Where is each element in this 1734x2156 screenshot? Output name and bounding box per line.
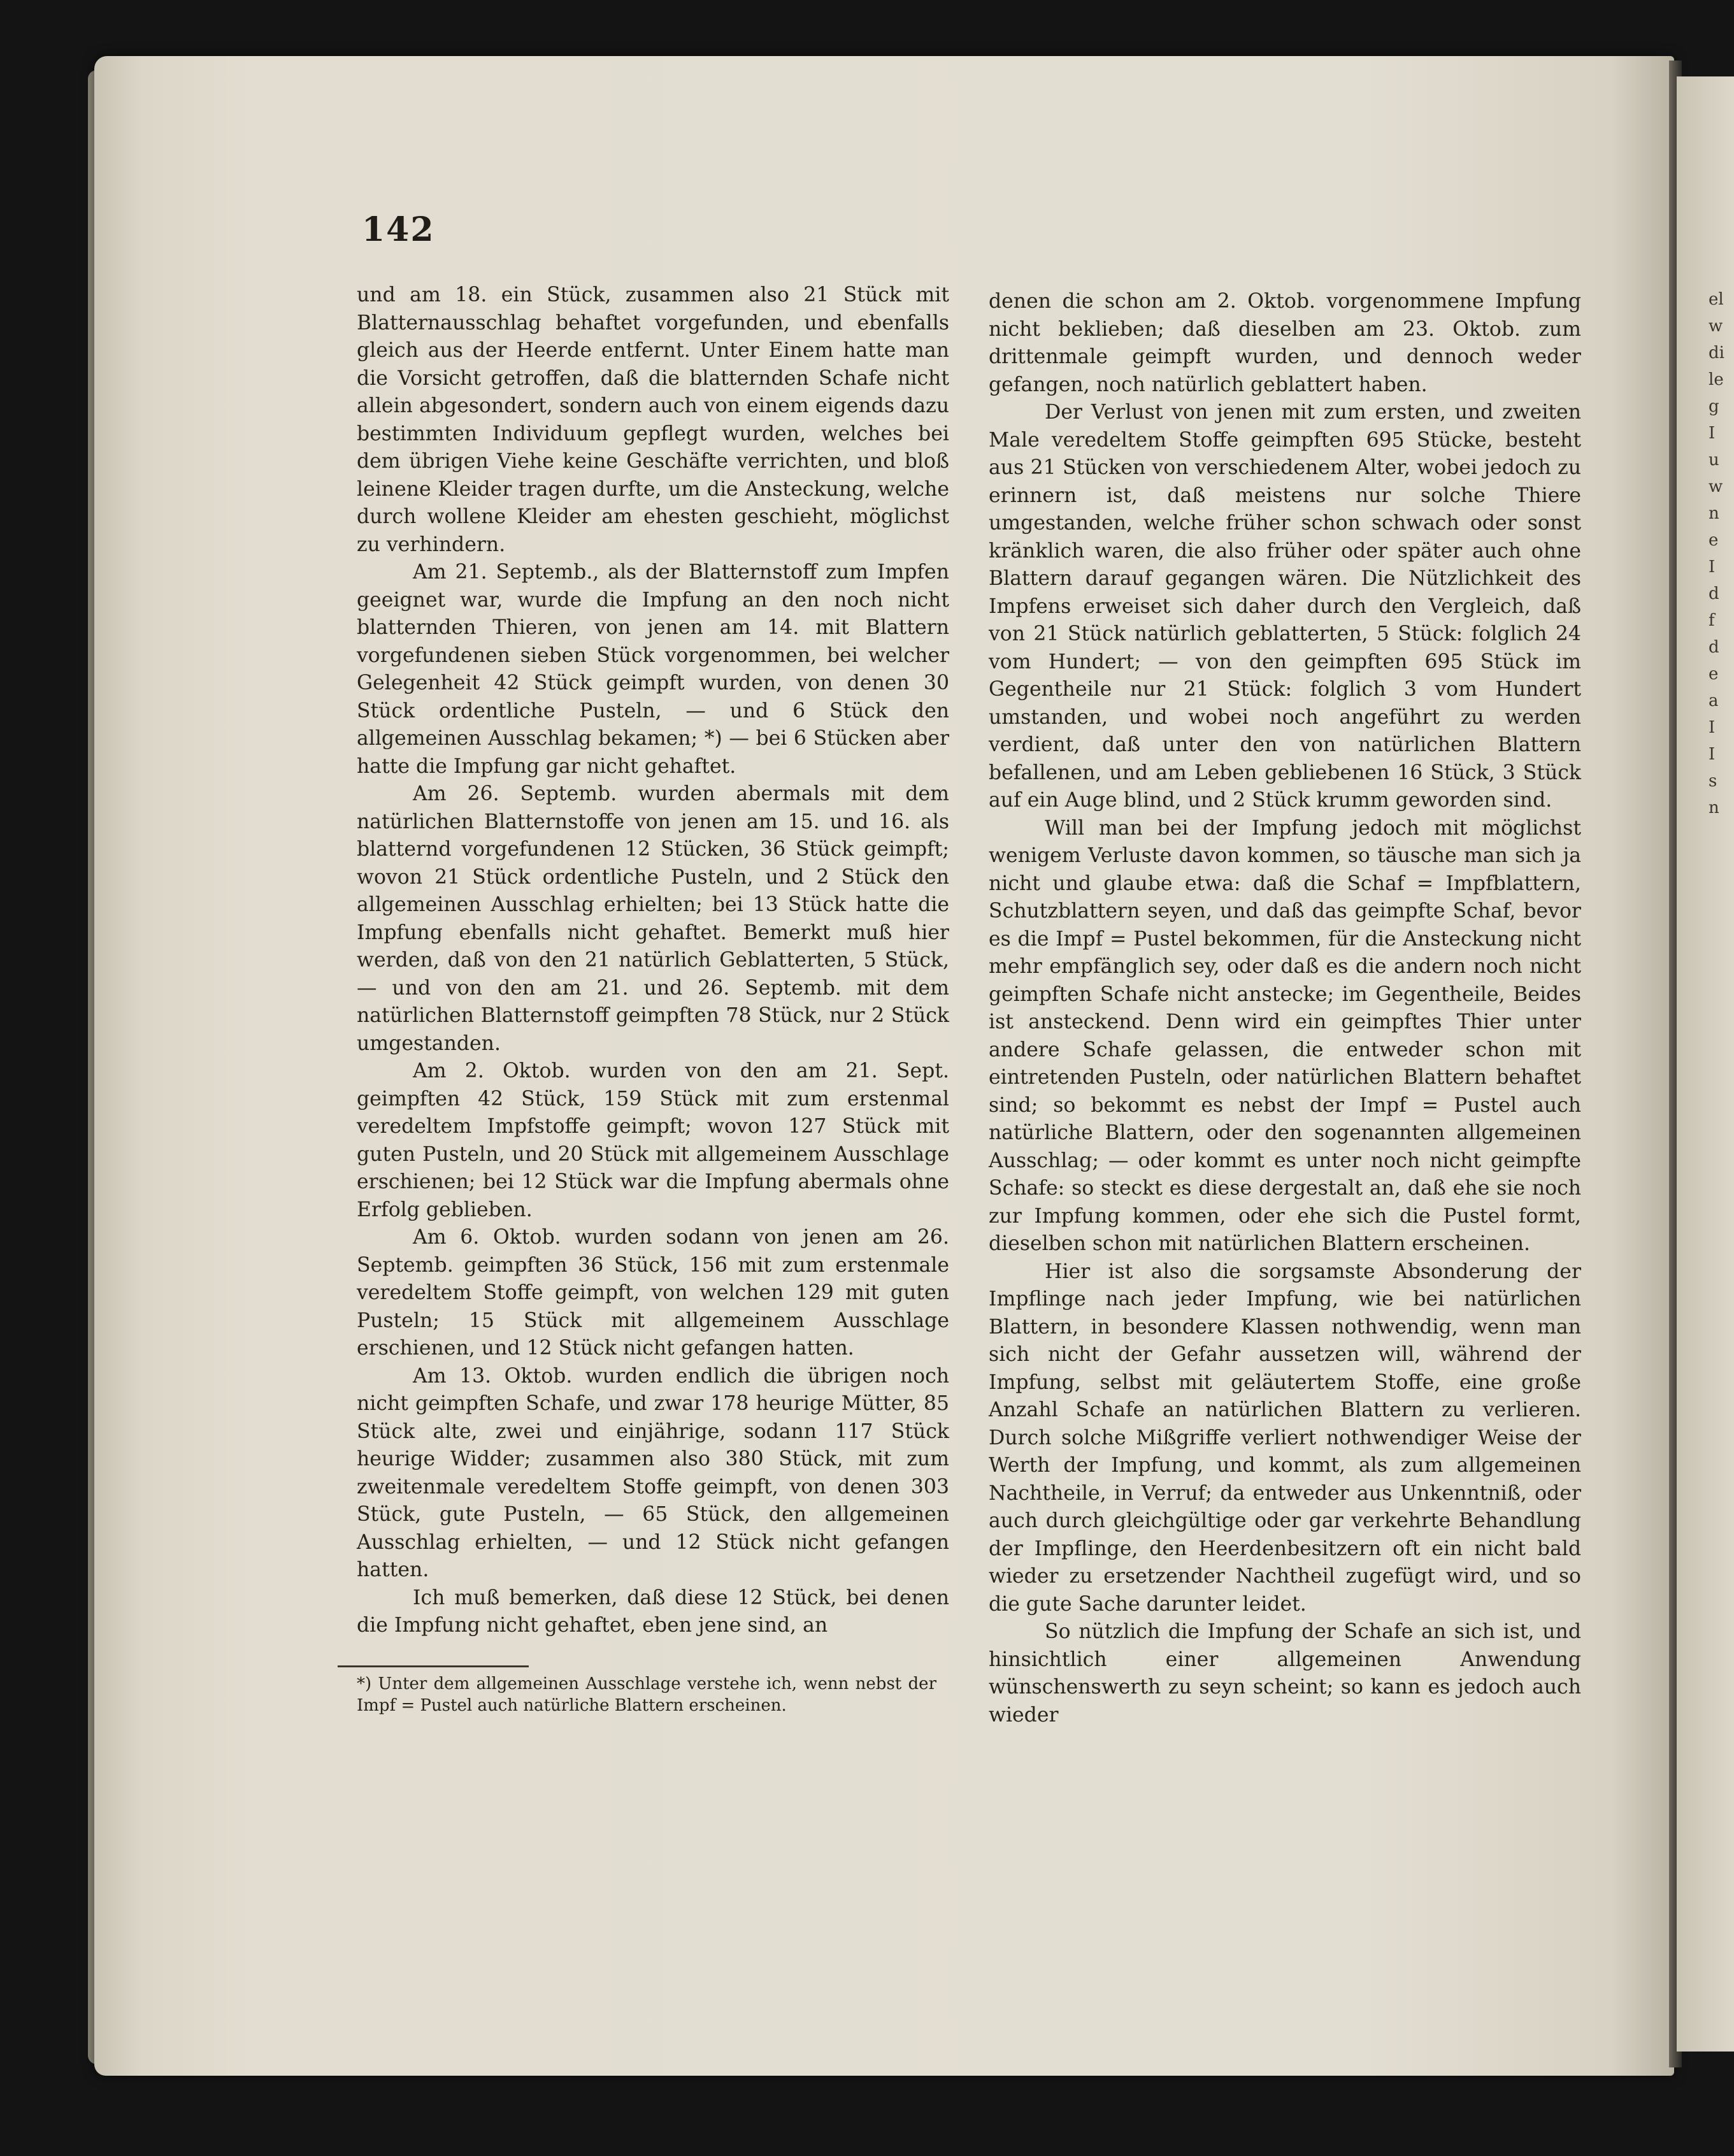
paragraph: denen die schon am 2. Oktob. vorgenommene Impfung nicht beklieben; daß dieselben am 23. Oktob. zum drittenmale geimpft wurden, und dennoch weder gefangen, noch natürlich geblattert haben. <box>989 290 1581 396</box>
next-page-fragment: a <box>1709 691 1719 710</box>
next-page-fragment: n <box>1709 798 1719 817</box>
paragraph: und am 18. ein Stück, zusammen also 21 Stück mit Blatternausschlag behaftet vorgefunden, und ebenfalls gleich aus der Heerde entfernt. Unter Einem hatte man die Vorsicht getroffen, daß die blatternden Schafe nicht allein abgesondert, sondern auch von einem eigends dazu bestimmten Individuum gepflegt wurden, welches bei dem übrigen Viehe keine Geschäfte verrichten, und bloß leinene Kleider tragen durfte, um die Ansteckung, welche durch wollene Kleider am ehesten geschieht, möglichst zu verhindern. <box>357 284 949 556</box>
next-page-fragment: f <box>1709 611 1715 630</box>
next-page-fragment: I <box>1709 424 1716 443</box>
footnote: *) Unter dem allgemeinen Ausschlage verstehe ich, wenn nebst der Impf = Pustel auch natürliche Blattern erscheinen. <box>357 1674 936 1715</box>
paragraph: Der Verlust von jenen mit zum ersten, und zweiten Male veredeltem Stoffe geimpften 695 Stücke, besteht aus 21 Stücken von verschiedenem Alter, wobei jedoch zu erinnern ist, daß meistens nur solche Thiere umgestanden, welche früher schon schwach oder sonst kränklich waren, die also früher oder später auch ohne Blattern darauf gegangen wären. Die Nützlichkeit des Impfens erweiset sich daher durch den Vergleich, daß von 21 Stück natürlich geblatterten, 5 Stück: folglich 24 vom Hundert; — von den geimpften 695 Stück im Gegentheile nur 21 Stück: folglich 3 vom Hundert umstanden, und wobei noch angeführt zu werden verdient, daß unter den von natürlichen Blattern befallenen, und am Leben gebliebenen 16 Stück, 3 Stück auf ein Auge blind, und 2 Stück krumm geworden sind. <box>989 401 1581 812</box>
next-page-fragment: el <box>1709 290 1724 309</box>
footnote-divider <box>338 1665 529 1667</box>
paragraph: So nützlich die Impfung der Schafe an sich ist, und hinsichtlich einer allgemeinen Anwendung wünschenswerth zu seyn scheint; so kann es jedoch auch wieder <box>989 1620 1581 1727</box>
next-page-fragment: I <box>1709 557 1716 577</box>
next-page-fragment: w <box>1709 477 1723 496</box>
next-page-fragment: g <box>1709 397 1719 416</box>
next-page-fragment: w <box>1709 317 1723 336</box>
page-number: 142 <box>362 210 435 249</box>
next-page-fragment: d <box>1709 584 1719 603</box>
right-column <box>989 288 1581 1729</box>
next-page-fragment: d <box>1709 638 1719 657</box>
next-page-fragment: di <box>1709 343 1724 363</box>
next-page-edge <box>1677 76 1734 2052</box>
paragraph: Am 13. Oktob. wurden endlich die übrigen noch nicht geimpften Schafe, und zwar 178 heurige Mütter, 85 Stück alte, zwei und einjährige, sodann 117 Stück heurige Widder; zusammen also 380 Stück, mit zum zweitenmale veredeltem Stoffe geimpft, von denen 303 Stück, gute Pusteln, — 65 Stück, den allgemeinen Ausschlag erhielten, — und 12 Stück nicht gefangen hatten. <box>357 1364 949 1581</box>
next-page-fragment: le <box>1709 370 1724 389</box>
paragraph: Hier ist also die sorgsamste Absonderung der Impflinge nach jeder Impfung, wie bei natürlichen Blattern, in besondere Klassen nothwendig, wenn man sich nicht der Gefahr aussetzen will, während der Impfung, selbst mit geläutertem Stoffe, eine große Anzahl Schafe an natürlichen Blattern zu verlieren. Durch solche Mißgriffe verliert nothwendiger Weise der Werth der Impfung, und kommt, als zum allgemeinen Nachtheile, in Verruf; da entweder aus Unkenntniß, oder auch durch gleichgültige oder gar verkehrte Behandlung der Impflinge, den Heerdenbesitzern oft ein nicht bald wieder zu ersetzender Nachtheil zugefügt wird, und so die gute Sache darunter leidet. <box>989 1260 1581 1616</box>
paragraph: Am 6. Oktob. wurden sodann von jenen am 26. Septemb. geimpften 36 Stück, 156 mit zum erstenmale veredeltem Stoffe geimpft, von welchen 129 mit guten Pusteln; 15 Stück mit allgemeinem Ausschlage erschienen, und 12 Stück nicht gefangen hatten. <box>357 1226 949 1360</box>
left-column <box>357 282 949 1640</box>
next-page-fragment: e <box>1709 531 1719 550</box>
next-page-fragment: n <box>1709 504 1719 523</box>
next-page-fragment: e <box>1709 665 1719 684</box>
paragraph: Will man bei der Impfung jedoch mit möglichst wenigem Verluste davon kommen, so täusche man sich ja nicht und glaube etwa: daß die Schaf = Impfblattern, Schutzblattern seyen, und daß das geimpfte Schaf, bevor es die Impf = Pustel bekommen, für die Ansteckung nicht mehr empfänglich sey, oder daß es die andern noch nicht geimpften Schafe nicht anstecke; im Gegentheile, Beides ist ansteckend. Denn wird ein geimpftes Thier unter andere Schafe gelassen, die entweder schon mit eintretenden Pusteln, oder natürlichen Blattern behaftet sind; so bekommt es nebst der Impf = Pustel auch natürliche Blattern, oder den sogenannten allgemeinen Ausschlag; — oder kommt es unter noch nicht geimpfte Schafe: so steckt es diese dergestalt an, daß ehe sie noch zur Impfung kommen, oder ehe sich die Pustel formt, dieselben schon mit natürlichen Blattern erscheinen. <box>989 816 1581 1255</box>
next-page-fragment: I <box>1709 745 1716 764</box>
next-page-fragment: s <box>1709 772 1717 791</box>
paragraph: Am 26. Septemb. wurden abermals mit dem natürlichen Blatternstoffe von jenen am 15. und 16. als blatternd vorgefundenen 12 Stücken, 36 Stück geimpft; wovon 21 Stück ordentliche Pusteln, und 2 Stück den allgemeinen Ausschlag erhielten; bei 13 Stück hatte die Impfung ebenfalls nicht gehaftet. Bemerkt muß hier werden, daß von den 21 natürlich Geblatterten, 5 Stück, — und von den am 21. und 26. Septemb. mit dem natürlichen Blatternstoff geimpften 78 Stück, nur 2 Stück umgestanden. <box>357 782 949 1055</box>
next-page-fragment: u <box>1709 450 1719 470</box>
next-page-fragment: I <box>1709 718 1716 737</box>
paragraph: Am 2. Oktob. wurden von den am 21. Sept. geimpften 42 Stück, 159 Stück mit zum erstenmal veredeltem Impfstoffe geimpft; wovon 127 Stück mit guten Pusteln, und 20 Stück mit allgemeinem Ausschlage erschienen; bei 12 Stück war die Impfung abermals ohne Erfolg geblieben. <box>357 1060 949 1221</box>
paragraph: Ich muß bemerken, daß diese 12 Stück, bei denen die Impfung nicht gehaftet, eben jene sind, an <box>357 1586 949 1637</box>
paragraph: Am 21. Septemb., als der Blatternstoff zum Impfen geeignet war, wurde die Impfung an den noch nicht blatternden Thieren, von jenen am 14. mit Blattern vorgefundenen sieben Stück vorgenommen, bei welcher Gelegenheit 42 Stück geimpft wurden, von denen 30 Stück ordentliche Pusteln, — und 6 Stück den allgemeinen Ausschlag bekamen; *) — bei 6 Stücken aber hatte die Impfung gar nicht gehaftet. <box>357 561 949 778</box>
